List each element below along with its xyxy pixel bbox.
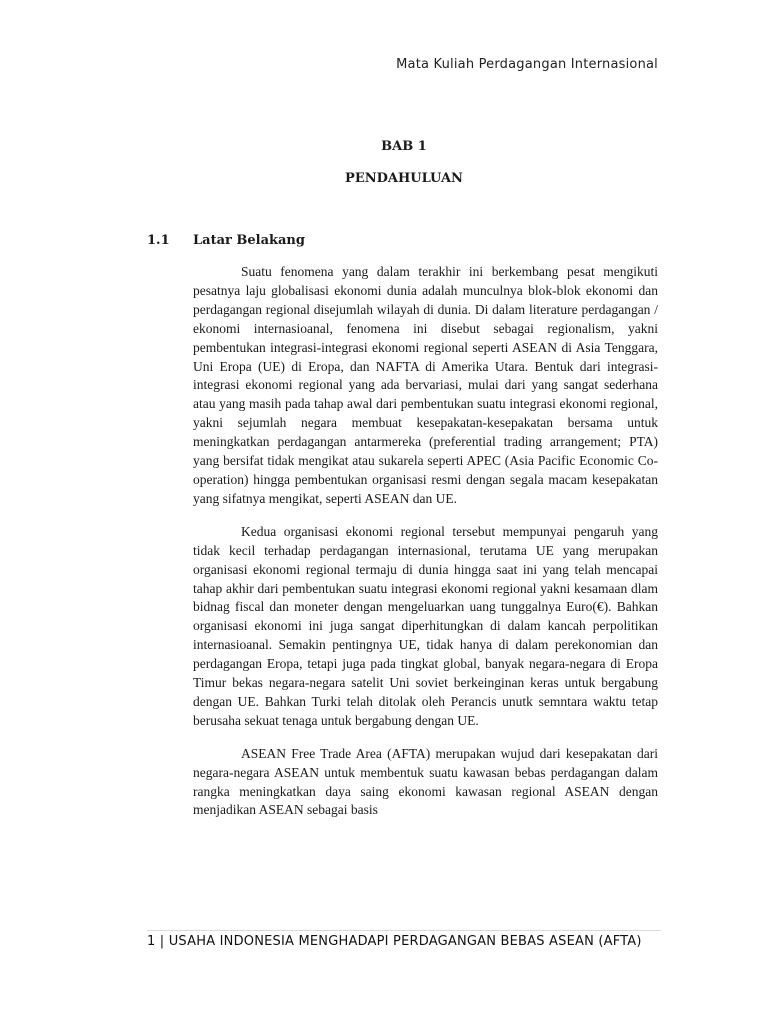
running-header: Mata Kuliah Perdagangan Internasional [396,57,658,72]
paragraph: ASEAN Free Trade Area (AFTA) merupakan wujud dari kesepakatan dari negara-negara ASEAN untuk membentuk suatu kawasan bebas perdagangan dalam rangka meningkatkan daya saing ekonomi kawasan regional ASEAN dengan menjadikan ASEAN sebagai basis [193,745,658,818]
paragraph: Suatu fenomena yang dalam terakhir ini berkembang pesat mengikuti pesatnya laju globalisasi ekonomi dunia adalah munculnya blok-blok ekonomi dan perdagangan regional disejumlah wilayah di dunia. Di dalam literature perdagangan / ekonomi internasioanal, fenomena ini disebut sebagai regionalism, yakni pembentukan integrasi-integrasi ekonomi regional seperti ASEAN di Asia Tenggara, Uni Eropa (UE) di Eropa, dan NAFTA di Amerika Utara. Bentuk dari integrasi-integrasi ekonomi regional yang ada bervariasi, mulai dari yang sangat sederhana atau yang masih pada tahap awal dari pembentukan suatu integrasi ekonomi regional, yakni sejumlah negara membuat kesepakatan-kesepakatan bersama untuk meningkatkan perdagangan antarmereka (preferential trading arrangement; PTA) yang bersifat tidak mengikat atau sukarela seperti APEC (Asia Pacific Economic Co-operation) hingga pembentukan organisasi resmi dengan segala macam kesepakatan yang sifatnya mengikat, seperti ASEAN dan UE. [193,264,658,506]
page-footer: 1 | USAHA INDONESIA MENGHADAPI PERDAGANGAN BEBAS ASEAN (AFTA) [147,934,642,949]
paragraph: Kedua organisasi ekonomi regional tersebut mempunyai pengaruh yang tidak kecil terhadap perdagangan internasional, terutama UE yang merupakan organisasi ekonomi regional termaju di dunia hingga saat ini yang telah mencapai tahap akhir dari pembentukan suatu integrasi ekonomi regional yakni kesamaan dlam bidnag fiscal dan moneter dengan mengeluarkan uang tunggalnya Euro(€). Bahkan organisasi ekonomi ini juga sangat diperhitungkan di dalam kancah perpolitikan internasioanal. Semakin pentingnya UE, tidak hanya di dalam perekonomian dan perdagangan Eropa, tetapi juga pada tingkat global, banyak negara-negara di Eropa Timur bekas negara-negara satelit Uni soviet berkeinginan keras untuk bergabung dengan UE. Bahkan Turki telah ditolak oleh Perancis unutk semntara waktu tetap berusaha sekuat tenaga untuk bergabung dengan UE. [193,523,658,728]
section-heading [147,233,305,248]
chapter-number: BAB 1 [381,139,427,154]
section-number: 1.1 [147,233,170,248]
body-text [193,263,658,834]
chapter-title: PENDAHULUAN [345,171,463,186]
section-title: Latar Belakang [193,233,305,248]
footer-divider [147,930,661,931]
